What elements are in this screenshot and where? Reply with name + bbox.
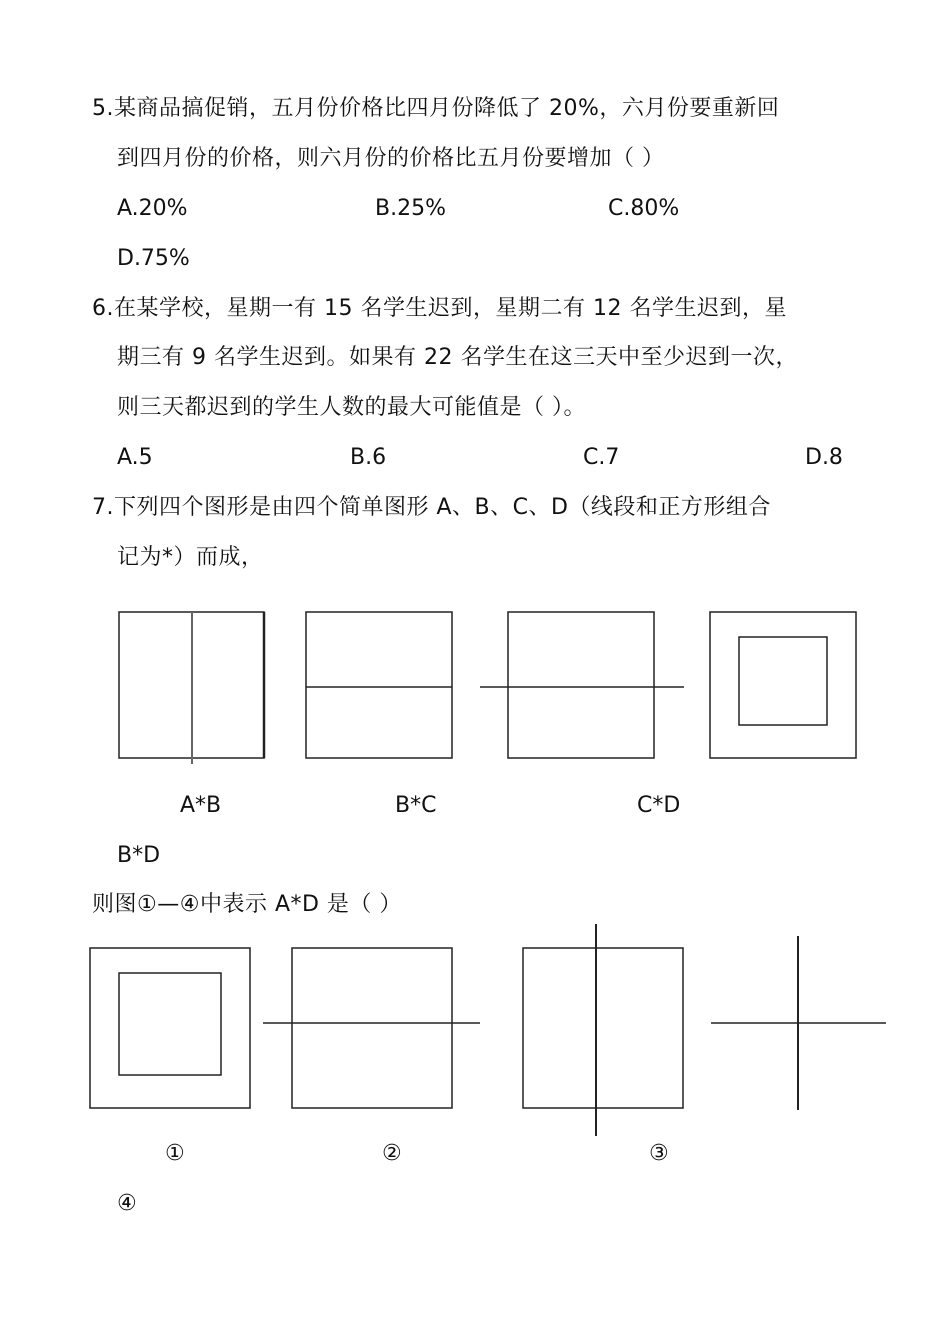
q5-line-2: 到四月份的价格，则六月份的价格比五月份要增加（ ） — [117, 146, 665, 171]
answer-label-3: ③ — [649, 1141, 669, 1166]
answer-label-4: ④ — [117, 1191, 137, 1216]
figure-a-star-b — [119, 612, 264, 764]
answer-figure-2 — [263, 948, 480, 1108]
q7-question: 则图①—④中表示 A*D 是（ ） — [92, 892, 402, 917]
figure-b-star-c — [306, 612, 452, 758]
q6-line-3: 则三天都迟到的学生人数的最大可能值是（ ）。 — [117, 395, 586, 420]
q5-option-d: D.75% — [117, 246, 190, 271]
q6-line-1: 6.在某学校，星期一有 15 名学生迟到，星期二有 12 名学生迟到，星 — [92, 296, 787, 321]
q6-option-a: A.5 — [117, 445, 153, 470]
figure-c-star-d — [480, 612, 684, 758]
q6-option-b: B.6 — [350, 445, 387, 470]
q7-line-2: 记为*）而成， — [117, 545, 264, 570]
figure-b-star-d — [710, 612, 856, 758]
example-label-c-star-d: C*D — [637, 793, 681, 818]
q5-option-a: A.20% — [117, 196, 188, 221]
example-label-a-star-b: A*B — [180, 793, 222, 818]
answer-label-2: ② — [382, 1141, 402, 1166]
example-label-b-star-c: B*C — [395, 793, 437, 818]
answer-figure-1 — [90, 948, 250, 1108]
q6-option-d: D.8 — [805, 445, 843, 470]
q7-line-1: 7.下列四个图形是由四个简单图形 A、B、C、D（线段和正方形组合 — [92, 495, 771, 520]
q5-option-b: B.25% — [375, 196, 446, 221]
q5-line-1: 5.某商品搞促销，五月份价格比四月份降低了 20%，六月份要重新回 — [92, 96, 780, 121]
example-label-b-star-d: B*D — [117, 843, 161, 868]
answer-figure-3 — [523, 924, 683, 1136]
answer-figure-4 — [711, 936, 886, 1110]
answer-label-1: ① — [165, 1141, 185, 1166]
q5-option-c: C.80% — [608, 196, 680, 221]
q6-line-2: 期三有 9 名学生迟到。如果有 22 名学生在这三天中至少迟到一次， — [117, 345, 798, 370]
q6-option-c: C.7 — [583, 445, 620, 470]
